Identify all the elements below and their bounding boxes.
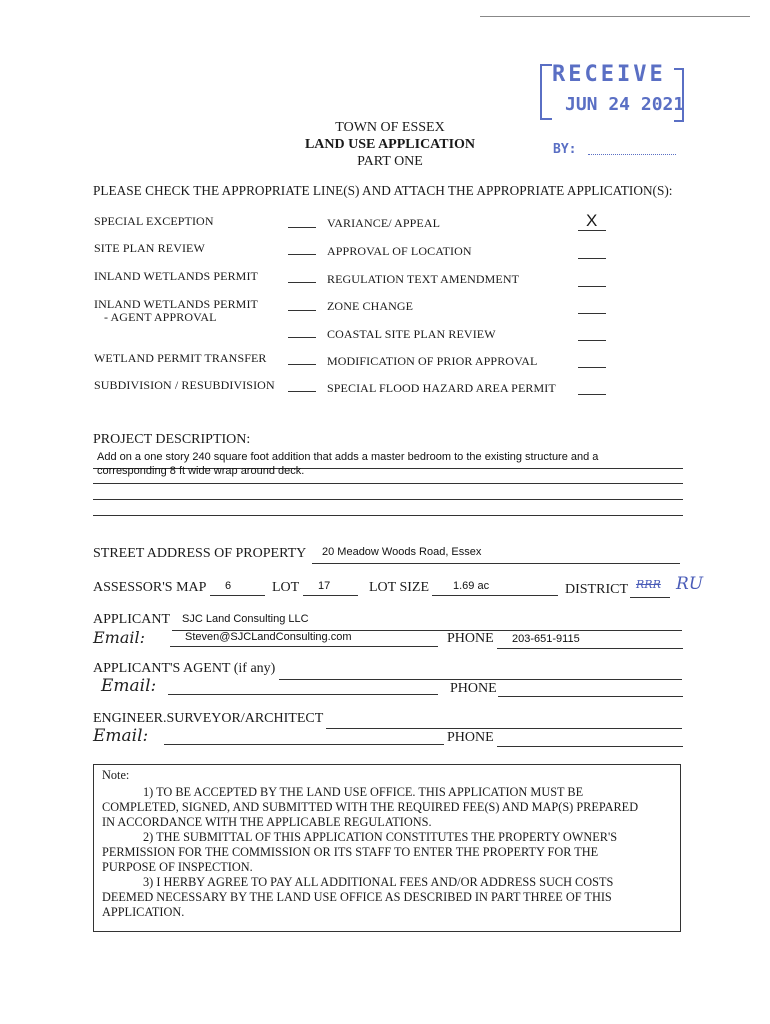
right-item-regulation-text-amendment: REGULATION TEXT AMENDMENT — [327, 272, 520, 286]
check-line-site-plan-review[interactable] — [288, 254, 316, 255]
district-struck-value: RRR — [636, 578, 661, 591]
agent-email-label: Email: — [101, 676, 157, 696]
engineer-phone-line[interactable] — [497, 746, 683, 747]
applicant-email-label: Email: — [93, 628, 146, 647]
lot-size-value[interactable]: 1.69 ac — [453, 580, 490, 592]
project-line-4 — [93, 515, 683, 516]
assessors-map-line — [210, 595, 265, 596]
agent-line[interactable] — [279, 679, 682, 680]
check-line-coastal-left[interactable] — [288, 337, 316, 338]
right-item-special-flood-hazard: SPECIAL FLOOD HAZARD AREA PERMIT — [327, 381, 556, 395]
applicant-phone-line — [497, 648, 683, 649]
check-line-variance[interactable] — [578, 230, 606, 231]
street-address-line — [312, 563, 680, 564]
assessors-map-label: ASSESSOR'S MAP — [93, 580, 207, 595]
stamp-text: RECEIVE — [552, 62, 666, 87]
project-description-line-1[interactable]: Add on a one story 240 square foot addition that adds a master bedroom to the existing structure and a — [97, 451, 599, 463]
note-label: Note: — [102, 768, 130, 782]
note-para-3b: DEEMED NECESSARY BY THE LAND USE OFFICE AS DESCRIBED IN PART THREE OF THIS — [102, 890, 612, 904]
agent-email-line[interactable] — [168, 694, 438, 695]
stamp-bracket-right — [674, 68, 684, 122]
lot-size-label: LOT SIZE — [369, 580, 430, 595]
street-address-value[interactable]: 20 Meadow Woods Road, Essex — [322, 546, 482, 558]
check-line-modification[interactable] — [578, 367, 606, 368]
engineer-email-line[interactable] — [164, 744, 444, 745]
check-line-regulation-text[interactable] — [578, 286, 606, 287]
check-line-zone-change[interactable] — [578, 313, 606, 314]
left-item-inland-wetlands-permit: INLAND WETLANDS PERMIT — [94, 269, 258, 283]
check-line-wetland-transfer[interactable] — [288, 364, 316, 365]
engineer-line[interactable] — [326, 728, 682, 729]
assessors-map-value[interactable]: 6 — [225, 580, 232, 592]
note-para-1b: COMPLETED, SIGNED, AND SUBMITTED WITH THE REQUIRED FEE(S) AND MAP(S) PREPARED — [102, 800, 639, 814]
left-item-inland-wetlands-agent: INLAND WETLANDS PERMIT — [94, 297, 258, 311]
right-item-variance-appeal: VARIANCE/ APPEAL — [327, 216, 441, 230]
lot-size-line — [432, 595, 558, 596]
engineer-phone-label: PHONE — [447, 730, 494, 745]
right-item-approval-of-location: APPROVAL OF LOCATION — [327, 244, 472, 258]
project-line-3 — [93, 499, 683, 500]
project-description-label: PROJECT DESCRIPTION: — [93, 432, 251, 447]
note-para-3a: 3) I HERBY AGREE TO PAY ALL ADDITIONAL FEES AND/OR ADDRESS SUCH COSTS — [143, 875, 614, 889]
engineer-label: ENGINEER.SURVEYOR/ARCHITECT — [93, 711, 324, 726]
engineer-email-label: Email: — [93, 726, 149, 746]
applicant-phone-value[interactable]: 203-651-9115 — [512, 633, 580, 645]
stamp-bracket-left — [540, 64, 552, 120]
applicant-label: APPLICANT — [93, 612, 171, 627]
form-title: LAND USE APPLICATION — [304, 137, 476, 152]
stamp-by: BY: — [553, 142, 577, 157]
applicant-phone-label: PHONE — [447, 631, 494, 646]
left-item-wetland-permit-transfer: WETLAND PERMIT TRANSFER — [94, 351, 267, 365]
applicant-email-line — [170, 646, 438, 647]
note-para-2b: PERMISSION FOR THE COMMISSION OR ITS STAFF TO ENTER THE PROPERTY FOR THE — [102, 845, 599, 859]
stamp-date: JUN 24 2021 — [565, 94, 685, 115]
stamp-by-line — [588, 154, 676, 155]
agent-phone-line[interactable] — [498, 696, 683, 697]
street-address-label: STREET ADDRESS OF PROPERTY — [93, 546, 307, 561]
project-description-line-2[interactable]: corresponding 8 ft wide wrap around deck. — [97, 465, 305, 477]
right-item-coastal-site-plan-review: COASTAL SITE PLAN REVIEW — [327, 327, 496, 341]
left-item-site-plan-review: SITE PLAN REVIEW — [94, 241, 205, 255]
agent-label: APPLICANT'S AGENT (if any) — [93, 661, 276, 676]
right-item-zone-change: ZONE CHANGE — [327, 299, 414, 313]
instruction-text: PLEASE CHECK THE APPROPRIATE LINE(S) AND ATTACH THE APPROPRIATE APPLICATION(S): — [93, 183, 673, 198]
form-part: PART ONE — [357, 154, 423, 169]
note-para-1a: 1) TO BE ACCEPTED BY THE LAND USE OFFICE. THIS APPLICATION MUST BE — [143, 785, 584, 799]
district-label: DISTRICT — [565, 582, 628, 597]
agent-phone-label: PHONE — [450, 681, 497, 696]
note-para-2a: 2) THE SUBMITTAL OF THIS APPLICATION CONSTITUTES THE PROPERTY OWNER'S — [143, 830, 618, 844]
note-para-3c: APPLICATION. — [102, 905, 185, 919]
scan-edge-line — [480, 16, 750, 17]
check-line-approval-location[interactable] — [578, 258, 606, 259]
left-item-subdivision: SUBDIVISION / RESUBDIVISION — [94, 378, 275, 392]
note-para-1c: IN ACCORDANCE WITH THE APPLICABLE REGULATIONS. — [102, 815, 432, 829]
check-line-special-exception[interactable] — [288, 227, 316, 228]
variance-check-mark: X — [586, 211, 598, 230]
right-item-modification-prior-approval: MODIFICATION OF PRIOR APPROVAL — [327, 354, 538, 368]
lot-label: LOT — [272, 580, 300, 595]
project-line-2 — [93, 483, 683, 484]
check-line-inland-wetlands-agent[interactable] — [288, 310, 316, 311]
applicant-email-value[interactable]: Steven@SJCLandConsulting.com — [185, 631, 352, 643]
note-para-2c: PURPOSE OF INSPECTION. — [102, 860, 253, 874]
town-name: TOWN OF ESSEX — [335, 120, 445, 135]
applicant-value[interactable]: SJC Land Consulting LLC — [182, 613, 309, 625]
lot-value[interactable]: 17 — [318, 580, 331, 592]
district-line — [630, 597, 670, 598]
left-item-special-exception: SPECIAL EXCEPTION — [94, 214, 214, 228]
check-line-flood-hazard[interactable] — [578, 394, 606, 395]
lot-line — [303, 595, 358, 596]
district-value[interactable]: RU — [676, 574, 704, 594]
check-line-inland-wetlands[interactable] — [288, 282, 316, 283]
check-line-subdivision[interactable] — [288, 391, 316, 392]
check-line-coastal-site-plan[interactable] — [578, 340, 606, 341]
left-item-agent-approval: - AGENT APPROVAL — [104, 310, 217, 324]
